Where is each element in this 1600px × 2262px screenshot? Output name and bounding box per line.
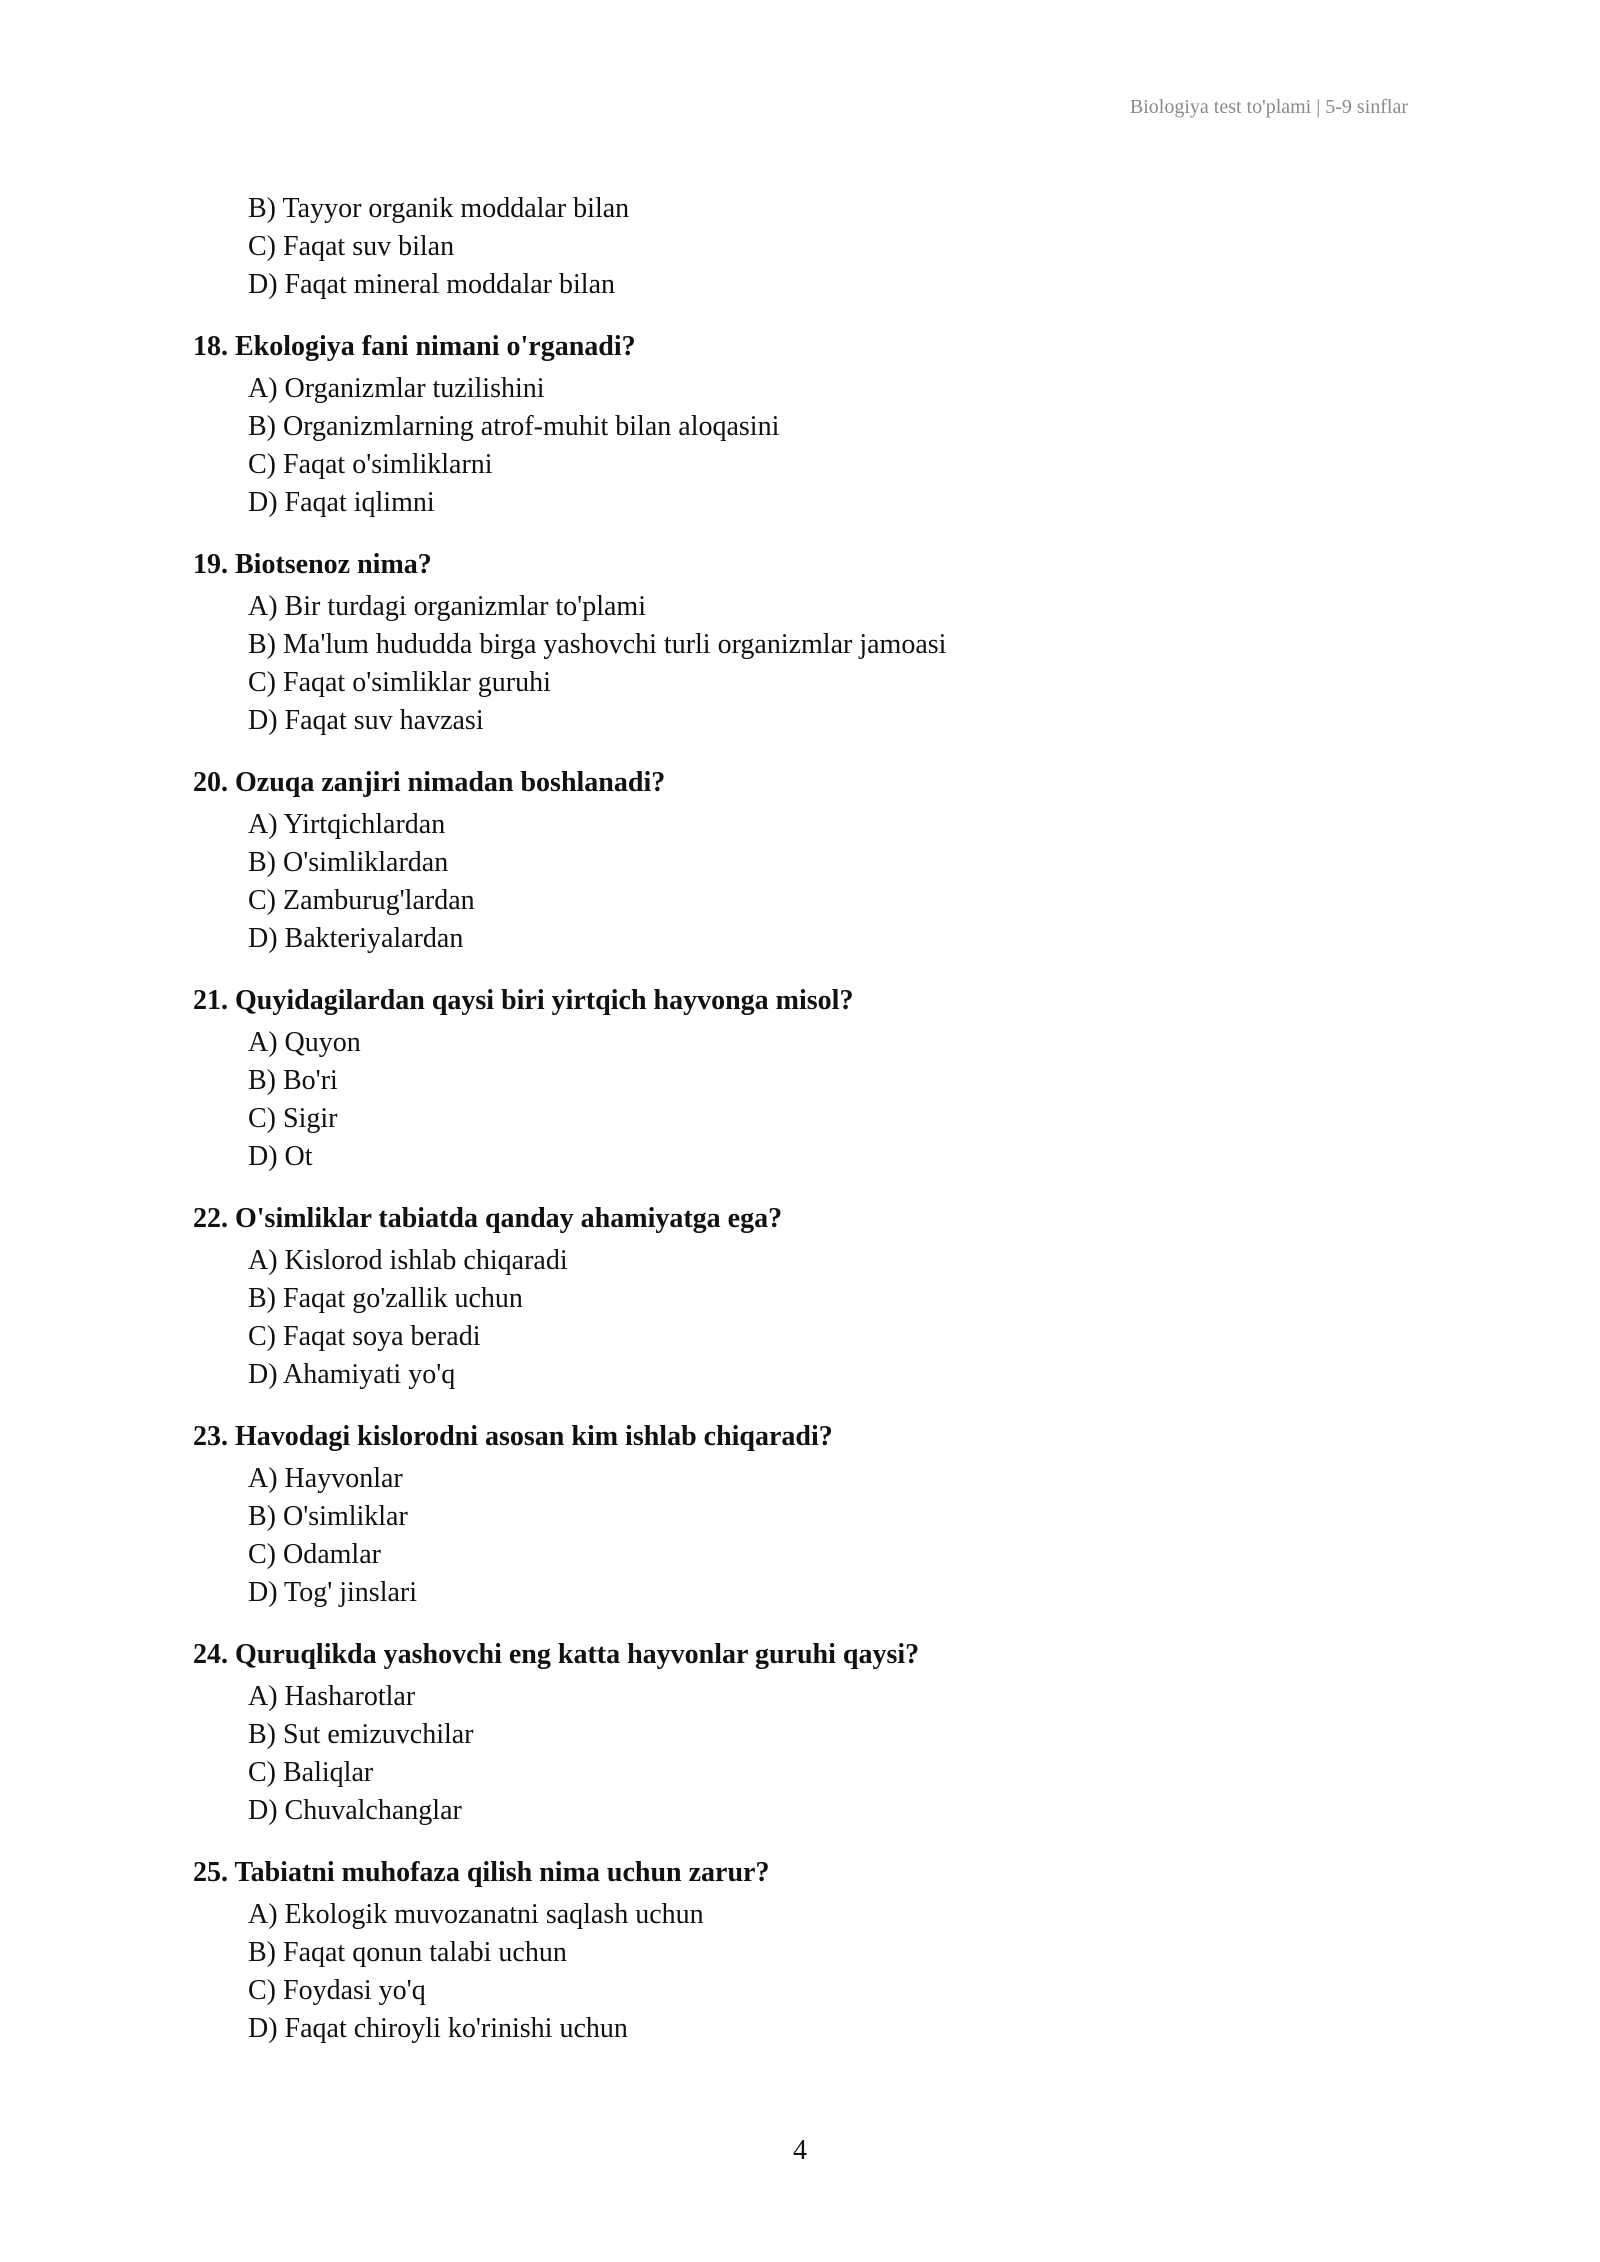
page-number: 4 — [793, 2135, 807, 2166]
option: A) Organizmlar tuzilishini — [248, 373, 545, 404]
option: C) Odamlar — [248, 1539, 381, 1570]
option: C) Faqat o'simliklar guruhi — [248, 667, 551, 698]
question-title: 22. O'simliklar tabiatda qanday ahamiyatga ega? — [193, 1203, 783, 1234]
question-list — [193, 190, 1393, 2048]
option: B) Bo'ri — [248, 1065, 338, 1096]
option: B) Ma'lum hududda birga yashovchi turli organizmlar jamoasi — [248, 629, 947, 660]
option: B) Faqat go'zallik uchun — [248, 1283, 523, 1314]
question-title: 20. Ozuqa zanjiri nimadan boshlanadi? — [193, 767, 666, 798]
question-title: 21. Quyidagilardan qaysi biri yirtqich hayvonga misol? — [193, 985, 854, 1016]
option: A) Hayvonlar — [248, 1463, 403, 1494]
continued-options — [193, 190, 1393, 304]
question-19 — [193, 546, 1393, 740]
option: C) Foydasi yo'q — [248, 1975, 426, 2006]
option: B) O'simliklar — [248, 1501, 408, 1532]
question-23 — [193, 1418, 1393, 1612]
option: B) Organizmlarning atrof-muhit bilan aloqasini — [248, 411, 780, 442]
option: D) Faqat iqlimni — [248, 487, 435, 518]
option: D) Chuvalchanglar — [248, 1795, 462, 1826]
option: A) Kislorod ishlab chiqaradi — [248, 1245, 568, 1276]
option: B) Faqat qonun talabi uchun — [248, 1937, 567, 1968]
option: D) Tog' jinslari — [248, 1577, 417, 1608]
option: C) Zamburug'lardan — [248, 885, 475, 916]
question-18 — [193, 328, 1393, 522]
option: A) Ekologik muvozanatni saqlash uchun — [248, 1899, 704, 1930]
option: B) Tayyor organik moddalar bilan — [248, 193, 630, 224]
option: C) Faqat o'simliklarni — [248, 449, 493, 480]
question-title: 25. Tabiatni muhofaza qilish nima uchun zarur? — [193, 1857, 770, 1888]
option: C) Faqat soya beradi — [248, 1321, 481, 1352]
running-header: Biologiya test to'plami | 5-9 sinflar — [1129, 96, 1408, 118]
question-20 — [193, 764, 1393, 958]
option: A) Quyon — [248, 1027, 361, 1058]
option: C) Sigir — [248, 1103, 338, 1134]
option: D) Faqat mineral moddalar bilan — [248, 269, 615, 300]
option: D) Ot — [248, 1141, 313, 1172]
question-21 — [193, 982, 1393, 1176]
option: D) Ahamiyati yo'q — [248, 1359, 456, 1390]
option: C) Faqat suv bilan — [248, 231, 455, 262]
question-title: 23. Havodagi kislorodni asosan kim ishlab chiqaradi? — [193, 1421, 833, 1452]
option: B) Sut emizuvchilar — [248, 1719, 474, 1750]
question-22 — [193, 1200, 1393, 1394]
option: A) Bir turdagi organizmlar to'plami — [248, 591, 646, 622]
option: D) Bakteriyalardan — [248, 923, 464, 954]
option: A) Hasharotlar — [248, 1681, 416, 1712]
question-25 — [193, 1854, 1393, 2048]
question-24 — [193, 1636, 1393, 1830]
question-title: 24. Quruqlikda yashovchi eng katta hayvonlar guruhi qaysi? — [193, 1639, 920, 1670]
option: B) O'simliklardan — [248, 847, 449, 878]
option: D) Faqat suv havzasi — [248, 705, 484, 736]
option: D) Faqat chiroyli ko'rinishi uchun — [248, 2013, 628, 2044]
option: A) Yirtqichlardan — [248, 809, 446, 840]
question-title: 18. Ekologiya fani nimani o'rganadi? — [193, 331, 636, 362]
question-title: 19. Biotsenoz nima? — [193, 549, 432, 580]
option: C) Baliqlar — [248, 1757, 374, 1788]
